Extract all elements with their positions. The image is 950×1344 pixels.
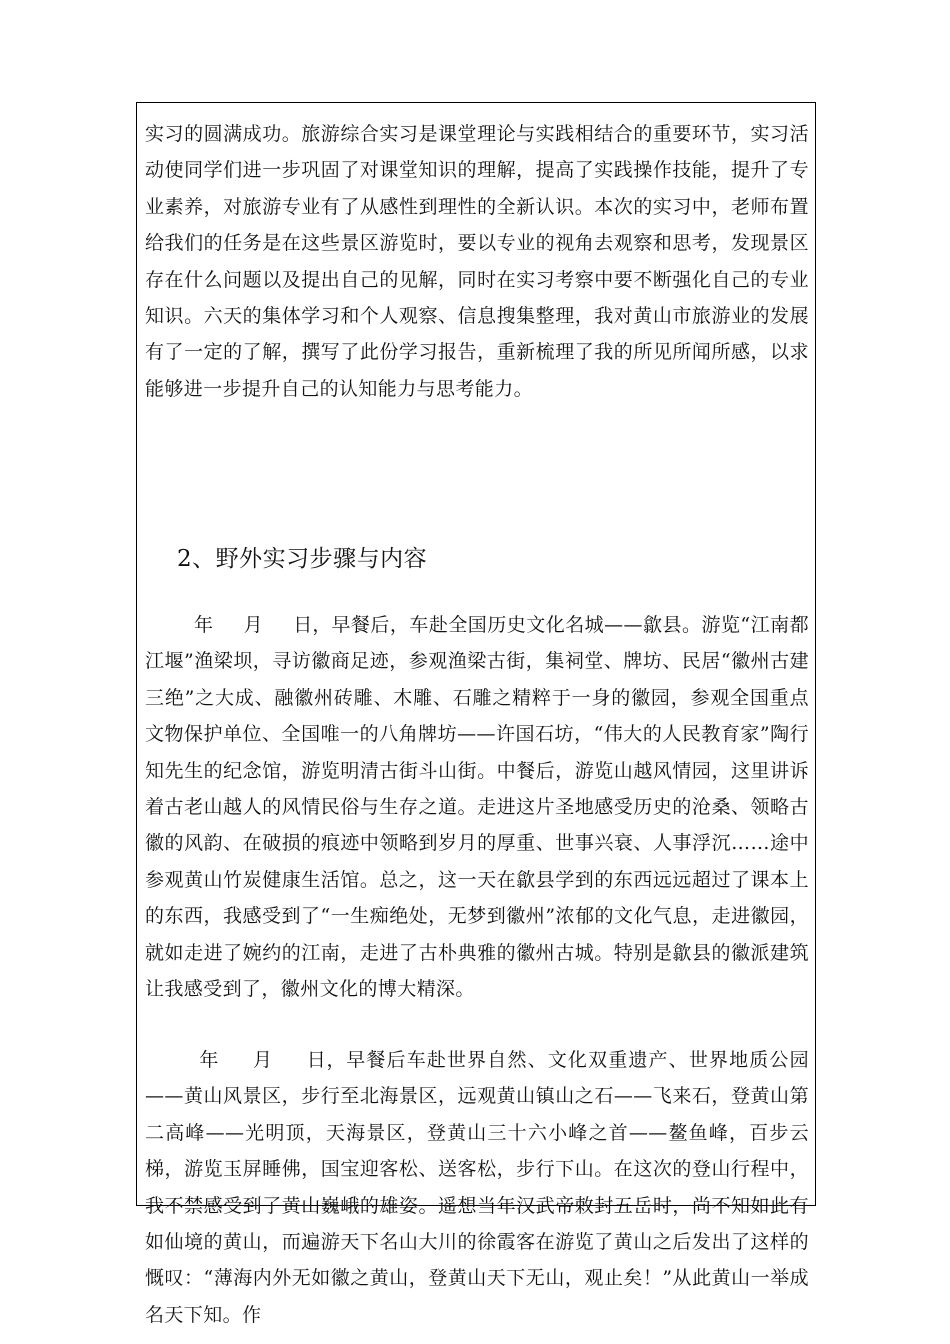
paragraph-day-shexian [145, 607, 809, 1007]
paragraph-day-huangshan [145, 1042, 809, 1333]
section-heading: 2、野外实习步骤与内容 [177, 546, 428, 572]
document-frame [136, 102, 816, 1326]
paragraph-internship-summary: 实习的圆满成功。旅游综合实习是课堂理论与实践相结合的重要环节，实习活动使同学们进一步巩固了对课堂知识的理解，提高了实践操作技能，提升了专业素养，对旅游专业有了从感性到理性的全新认识。本次的实习中，老师布置给我们的任务是在这些景区游览时，要以专业的视角去观察和思考，发现景区存在什么问题以及提出自己的见解，同时在实习考察中要不断强化自己的专业知识。六天的集体学习和个人观察、信息搜集整理，我对黄山市旅游业的发展有了一定的了解，撰写了此份学习报告，重新梳理了我的所见所闻所感，以求能够进一步提升自己的认知能力与思考能力。 [145, 123, 809, 400]
date-placeholder: 年 月 日， [145, 1049, 347, 1071]
paragraph-day-huangshan-text: 早餐后车赴世界自然、文化双重遗产、世界地质公园——黄山风景区，步行至北海景区，远观黄山镇山之石——飞来石，登黄山第二高峰——光明顶，天海景区，登黄山三十六小峰之首——鳌鱼峰，百步云梯，游览玉屏睡佛，国宝迎客松、送客松，步行下山。在这次的登山行程中，我不禁感受到了黄山巍峨的雄姿。遥想当年汉武帝敕封五岳时，尚不知如此有如仙境的黄山，而遍游天下名山大川的徐霞客在游览了黄山之后发出了这样的慨叹：“薄海内外无如徽之黄山，登黄山天下无山，观止矣！”从此黄山一举成名天下知。作 [145, 1049, 809, 1326]
paragraph-day-shexian-text: 早餐后，车赴全国历史文化名城——歙县。游览“江南都江堰”渔梁坝，寻访徽商足迹，参观渔梁古街，集祠堂、牌坊、民居“徽州古建三绝”之大成、融徽州砖雕、木雕、石雕之精粹于一身的徽园，参观全国重点文物保护单位、全国唯一的八角牌坊——许国石坊，“伟大的人民教育家”陶行知先生的纪念馆，游览明清古街斗山街。中餐后，游览山越风情园，这里讲诉着古老山越人的风情民俗与生存之道。走进这片圣地感受历史的沧桑、领略古徽的风韵、在破损的痕迹中领略到岁月的厚重、世事兴衰、人事浮沉……途中参观黄山竹炭健康生活馆。总之，这一天在歙县学到的东西远远超过了课本上的东西，我感受到了“一生痴绝处，无梦到徽州”浓郁的文化气息，走进徽园，就如走进了婉约的江南，走进了古朴典雅的徽州古城。特别是歙县的徽派建筑让我感受到了，徽州文化的博大精深。 [145, 614, 809, 1001]
date-placeholder: 年 月 日， [145, 614, 332, 636]
